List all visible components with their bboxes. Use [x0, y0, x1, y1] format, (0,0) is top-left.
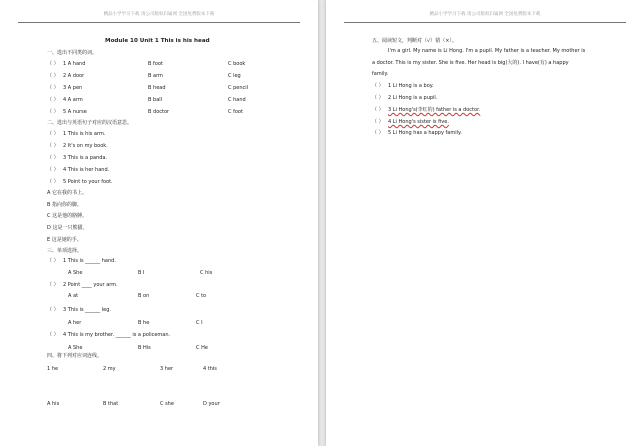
- question-row: （ ） 1 A hand: [47, 61, 86, 67]
- question-row: （ ） 2 Point ____ your arm.: [47, 282, 118, 288]
- match-target: B that: [103, 401, 119, 407]
- section-5-heading: 五、阅读短文，判断对（√）错（×）。: [372, 38, 457, 44]
- question-row: （ ） 1 This is ______ hand.: [47, 258, 116, 264]
- option-a: A her: [68, 320, 82, 326]
- option-b: B His: [138, 345, 151, 351]
- answer-option: C 这是他的胳膊。: [47, 213, 88, 219]
- match-target: C she: [160, 401, 174, 407]
- question-row: （ ） 5 A nurse: [47, 109, 87, 115]
- passage-line: family.: [372, 71, 389, 77]
- option-b: B head: [148, 85, 166, 91]
- option-c: C He: [196, 345, 208, 351]
- option-a: A She: [68, 270, 83, 276]
- match-item: 4 this: [203, 366, 217, 372]
- answer-option: E 这是她的手。: [47, 237, 82, 243]
- option-b: B he: [138, 320, 150, 326]
- option-c: C hand: [228, 97, 246, 103]
- statement-row: （ ） 5 Li Hong has a happy family.: [372, 130, 462, 136]
- question-row: （ ） 2 A door: [47, 73, 85, 79]
- worksheet-title: Module 10 Unit 1 This is his head: [105, 38, 210, 44]
- worksheet-page-left: [0, 0, 318, 446]
- match-target: D your: [203, 401, 220, 407]
- match-item: 2 my: [103, 366, 116, 372]
- option-c: C to: [196, 293, 207, 299]
- option-b: B ball: [148, 97, 163, 103]
- option-b: B I: [138, 270, 145, 276]
- option-c: C book: [228, 61, 246, 67]
- worksheet-page-right: [326, 0, 644, 446]
- question-row: （ ） 4 A arm: [47, 97, 83, 103]
- statement-row: （ ） 1 Li Hong is a boy.: [372, 83, 434, 89]
- option-c: C foot: [228, 109, 243, 115]
- question-row: （ ） 3 This is ______ leg.: [47, 307, 111, 313]
- question-row: （ ） 5 Point to your foot.: [47, 179, 113, 185]
- match-item: 3 her: [160, 366, 174, 372]
- option-a: A She: [68, 345, 83, 351]
- section-2-heading: 二、选出与英语句子对应的汉语意思。: [47, 120, 133, 126]
- statement-row: （ ） 4 Li Hong's sister is five.: [372, 119, 449, 125]
- option-c: C leg: [228, 73, 241, 79]
- option-b: B arm: [148, 73, 163, 79]
- section-4-heading: 四、将下列对应词连线。: [47, 353, 103, 359]
- statement-row: （ ） 2 Li Hong is a pupil.: [372, 95, 438, 101]
- question-row: （ ） 2 It's on my book.: [47, 143, 108, 149]
- question-row: （ ） 1 This is his arm.: [47, 131, 106, 137]
- page-header: 精品小学学习下载 请公司版权归属网 全国免费版本下载: [344, 8, 626, 23]
- statement-row: （ ） 3 Li Hong's(李红的) father is a doctor.: [372, 107, 481, 113]
- option-b: B doctor: [148, 109, 170, 115]
- option-c: C I: [196, 320, 203, 326]
- option-c: C his: [200, 270, 213, 276]
- answer-option: A 它在我的书上。: [47, 190, 88, 196]
- question-row: （ ） 3 This is a panda.: [47, 155, 108, 161]
- option-b: B foot: [148, 61, 163, 67]
- passage-line: I'm a girl. My name is Li Hong. I'm a pupil. My father is a teacher. My mother is: [388, 48, 586, 54]
- option-b: B on: [138, 293, 150, 299]
- question-row: （ ） 3 A pen: [47, 85, 83, 91]
- answer-option: B 指向你的脚。: [47, 202, 83, 208]
- section-3-heading: 三、单项选择。: [47, 248, 83, 254]
- match-target: A his: [47, 401, 60, 407]
- page-header: 精品小学学习下载 请公司版权归属网 全国免费版本下载: [18, 8, 300, 23]
- passage-line: a doctor. This is my sister. She is five. Her head is big(大的). I have(有) a happy: [372, 60, 569, 66]
- question-row: （ ） 4 This is my brother. ______ is a policeman.: [47, 332, 171, 338]
- option-a: A at: [68, 293, 79, 299]
- option-c: C pencil: [228, 85, 249, 91]
- answer-option: D 这是一只熊猫。: [47, 225, 88, 231]
- section-1-heading: 一、选出不同类的词。: [47, 50, 98, 56]
- match-item: 1 he: [47, 366, 59, 372]
- question-row: （ ） 4 This is her hand.: [47, 167, 110, 173]
